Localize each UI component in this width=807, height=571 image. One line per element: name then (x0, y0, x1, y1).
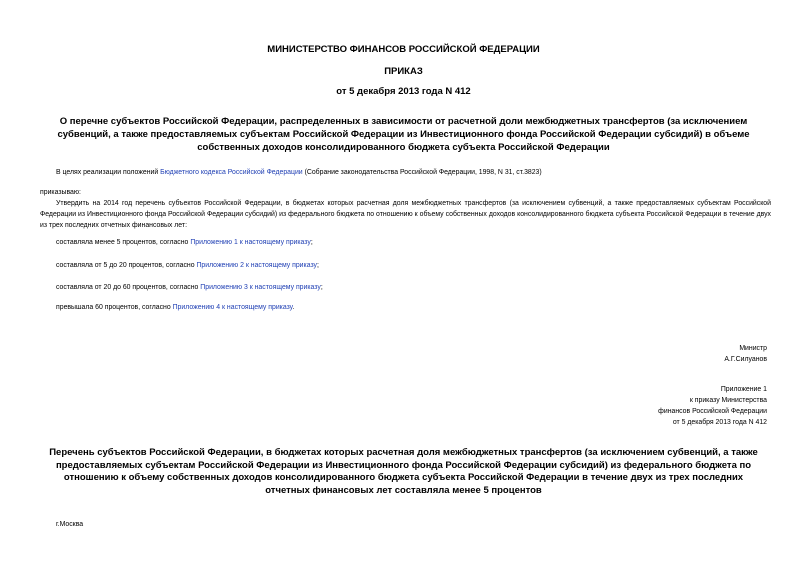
item-2-end: ; (316, 262, 319, 269)
appendix-2-link[interactable]: Приложению 2 к настоящему приказу (196, 262, 317, 269)
item-2 (56, 260, 319, 271)
appendix-line-4: от 5 декабря 2013 года N 412 (672, 419, 767, 426)
appendix-line-1: Приложение 1 (720, 386, 767, 393)
appendix-title: Перечень субъектов Российской Федерации, в бюджетах которых расчетная доля межбюджетных трансфертов (за исключением субвенций, а также предоставляемых субъектам Российской Федерации из Инвестиционного фонда Российской Федерации субсидий) из федерального бюджета по отношению к объему собственных доходов консолидированного бюджета субъекта Российской Федерации в течение двух из трех последних отчетных финансовых лет составляла менее 5 процентов (49, 447, 758, 496)
order-word: приказываю: (40, 189, 81, 196)
city: г.Москва (56, 521, 84, 528)
item-4-text: превышала 60 процентов, согласно (56, 304, 173, 311)
preamble-paragraph (56, 167, 776, 178)
item-3-text: составляла от 20 до 60 процентов, согласно (56, 284, 201, 291)
appendix-1-link[interactable]: Приложению 1 к настоящему приказу (190, 239, 311, 246)
item-3 (56, 282, 323, 293)
signature-name: А.Г.Силуанов (724, 356, 767, 363)
signature-block (724, 343, 767, 365)
document-title: О перечне субъектов Российской Федерации, распределенных в зависимости от расчетной доли межбюджетных трансфертов (за исключением субвенций, а также предоставляемых субъектам Российской Федерации из Инвестиционного фонда Российской Федерации субсидий) в объеме собственных доходов консолидированного бюджета субъекта Российской Федерации (57, 116, 750, 153)
item-1-end: ; (310, 239, 313, 246)
appendix-line-2: к приказу Министерства (689, 397, 767, 404)
item-3-end: ; (320, 284, 323, 291)
appendix-line-3: финансов Российской Федерации (658, 408, 767, 415)
item-4-end: . (292, 304, 295, 311)
item-4 (56, 302, 294, 313)
item-1-text: составляла менее 5 процентов, согласно (56, 239, 191, 246)
signature-position: Министр (739, 345, 767, 352)
item-1 (56, 237, 313, 248)
doc-type-heading: ПРИКАЗ (384, 66, 423, 77)
preamble-prefix: В целях реализации положений (56, 169, 161, 176)
preamble-suffix: (Собрание законодательства Российской Федерации, 1998, N 31, ст.3823) (302, 169, 542, 176)
appendix-3-link[interactable]: Приложению 3 к настоящему приказу (200, 284, 321, 291)
appendix-header (658, 384, 767, 428)
item-2-text: составляла от 5 до 20 процентов, согласно (56, 262, 197, 269)
ministry-heading: МИНИСТЕРСТВО ФИНАНСОВ РОССИЙСКОЙ ФЕДЕРАЦИИ (267, 44, 540, 55)
date-number-heading: от 5 декабря 2013 года N 412 (336, 86, 471, 97)
budget-code-link[interactable]: Бюджетного кодекса Российской Федерации (160, 169, 303, 176)
appendix-4-link[interactable]: Приложению 4 к настоящему приказу (172, 304, 293, 311)
main-paragraph: Утвердить на 2014 год перечень субъектов Российской Федерации, в бюджетах которых расчетная доля межбюджетных трансфертов (за исключением субвенций, а также предоставляемых субъектам Российской Федерации из Инвестиционного фонда Российской Федерации субсидий) из федерального бюджета по отношению к объему собственных доходов консолидированного бюджета субъекта Российской Федерации в течение двух из трех последних отчетных финансовых лет: (40, 200, 771, 229)
